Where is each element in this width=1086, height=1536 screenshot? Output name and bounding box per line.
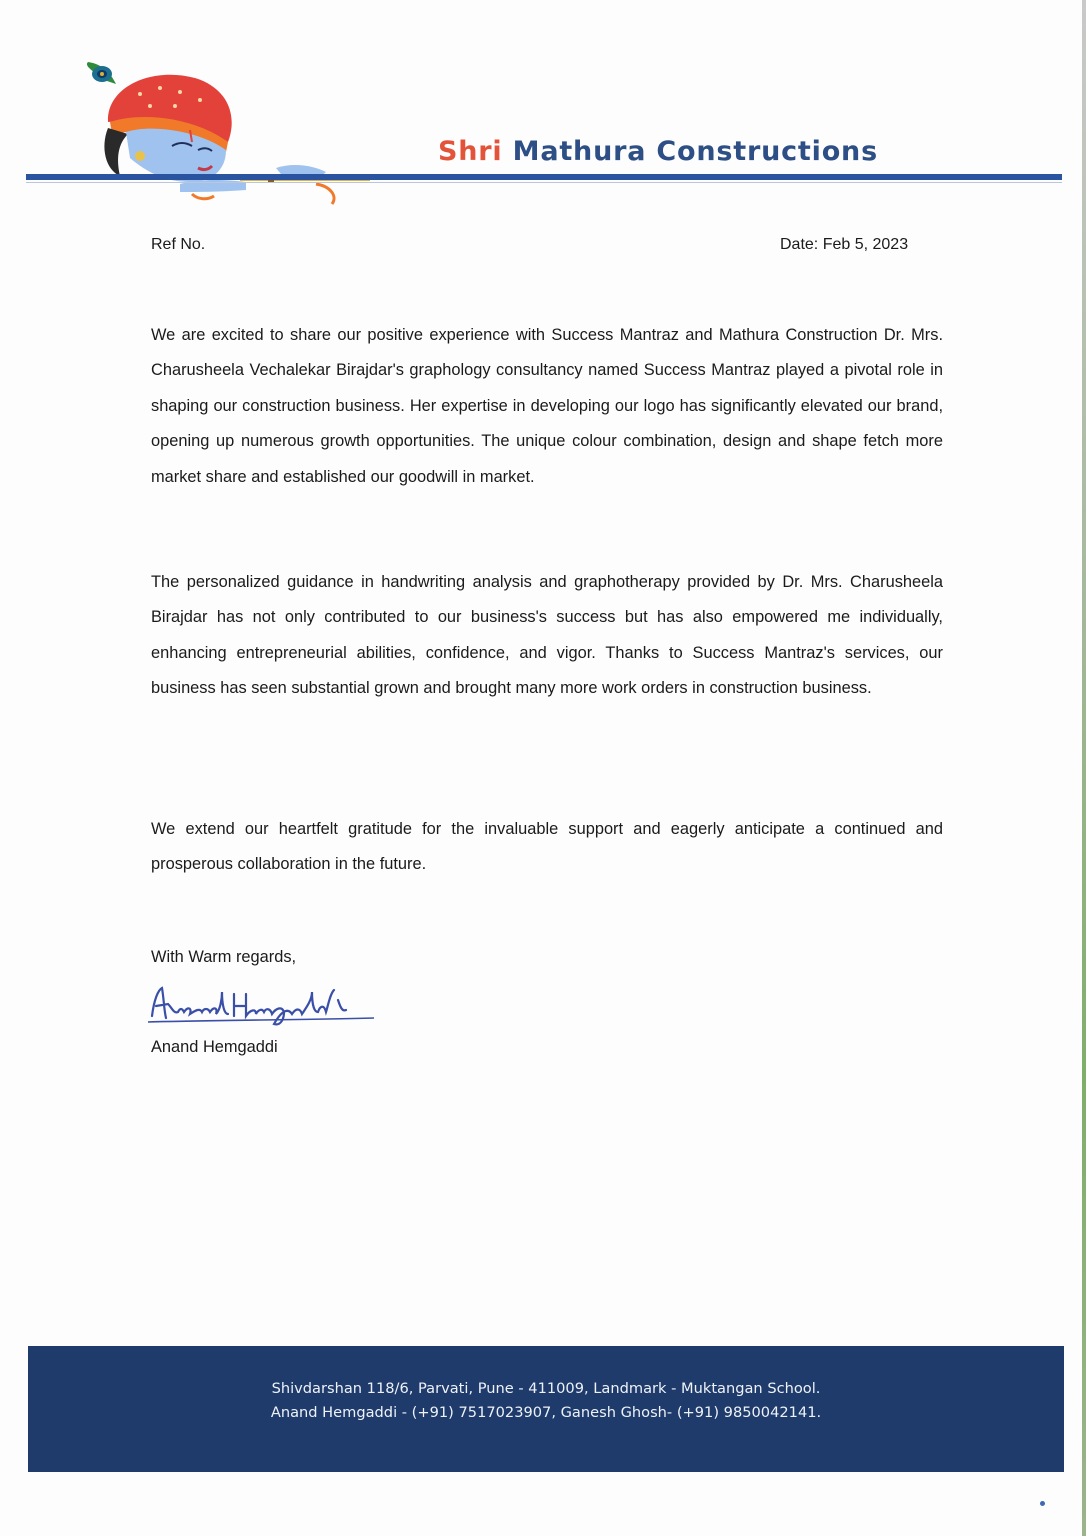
scan-speck — [1040, 1501, 1045, 1506]
closing-regards: With Warm regards, — [151, 948, 297, 966]
page-edge — [1082, 0, 1086, 1536]
body-paragraph-1: We are excited to share our positive experience with Success Mantraz and Mathura Construction Dr. Mrs. Charusheela Vechalekar Birajdar's graphology consultancy named Success Mantraz played a pivotal role in shaping our construction business. Her expertise in developing our logo has significantly elevated our brand, opening up numerous growth opportunities. The unique colour combination, design and shape fetch more market share and established our goodwill in market. — [151, 326, 943, 486]
header-divider — [26, 174, 1062, 180]
footer-contacts: Anand Hemgaddi - (+91) 7517023907, Ganesh Ghosh- (+91) 9850042141. — [270, 1404, 822, 1421]
header-divider-thin — [26, 182, 1062, 183]
handwritten-signature — [142, 980, 382, 1028]
letter-date: Date: Feb 5, 2023 — [780, 236, 909, 253]
company-name-main: Mathura Constructions — [512, 136, 878, 167]
footer-address: Shivdarshan 118/6, Parvati, Pune - 411009, Landmark - Muktangan School. — [271, 1380, 821, 1397]
company-name — [438, 136, 878, 167]
ref-number-label: Ref No. — [151, 236, 206, 253]
krishna-turban-logo-icon — [80, 58, 380, 208]
body-paragraph-2: The personalized guidance in handwriting analysis and graphotherapy provided by Dr. Mrs. Charusheela Birajdar has not only contributed to our business's success but has also empowered me individually, enhancing entrepreneurial abilities, confidence, and vigor. Thanks to Success Mantraz's services, our business has seen substantial grown and brought many more work orders in construction business. — [151, 573, 943, 698]
footer-banner — [28, 1346, 1064, 1472]
body-paragraph-3: We extend our heartfelt gratitude for the invaluable support and eagerly anticipate a continued and prosperous collaboration in the future. — [151, 820, 943, 874]
company-name-prefix: Shri — [438, 136, 503, 167]
signer-name: Anand Hemgaddi — [151, 1038, 278, 1056]
